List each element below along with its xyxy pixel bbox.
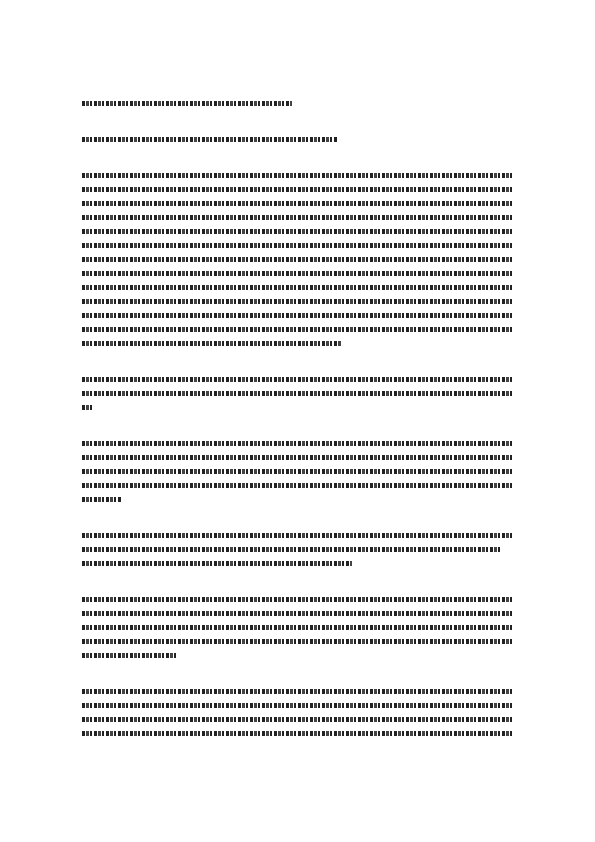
text-line xyxy=(82,252,512,266)
document-subtitle xyxy=(82,132,337,146)
text-line xyxy=(82,386,512,400)
text-line xyxy=(82,168,512,182)
text-line xyxy=(82,464,512,478)
text-line xyxy=(82,606,512,620)
paragraph xyxy=(82,168,512,350)
document-title xyxy=(82,96,292,110)
text-line xyxy=(82,478,512,492)
text-line xyxy=(82,280,512,294)
text-line xyxy=(82,372,512,386)
paragraph xyxy=(82,528,512,570)
text-line xyxy=(82,436,512,450)
document-body xyxy=(82,96,512,740)
text-line xyxy=(82,698,512,712)
text-line xyxy=(82,712,512,726)
text-line xyxy=(82,556,352,570)
text-line xyxy=(82,182,512,196)
text-line xyxy=(82,592,512,606)
text-line xyxy=(82,210,512,224)
paragraph xyxy=(82,372,512,414)
text-line xyxy=(82,294,512,308)
paragraph-list xyxy=(82,168,512,740)
text-line xyxy=(82,528,512,542)
text-line xyxy=(82,196,512,210)
text-line xyxy=(82,726,512,740)
text-line xyxy=(82,492,122,506)
text-line xyxy=(82,308,512,322)
paragraph xyxy=(82,592,512,662)
text-line xyxy=(82,400,92,414)
text-line xyxy=(82,450,512,464)
text-line xyxy=(82,224,512,238)
text-line xyxy=(82,648,177,662)
text-line xyxy=(82,620,512,634)
text-line xyxy=(82,266,512,280)
text-line xyxy=(82,634,512,648)
text-line xyxy=(82,322,512,336)
paragraph xyxy=(82,684,512,740)
text-line xyxy=(82,542,502,556)
paragraph xyxy=(82,436,512,506)
text-line xyxy=(82,238,512,252)
text-line xyxy=(82,684,512,698)
text-line xyxy=(82,336,342,350)
